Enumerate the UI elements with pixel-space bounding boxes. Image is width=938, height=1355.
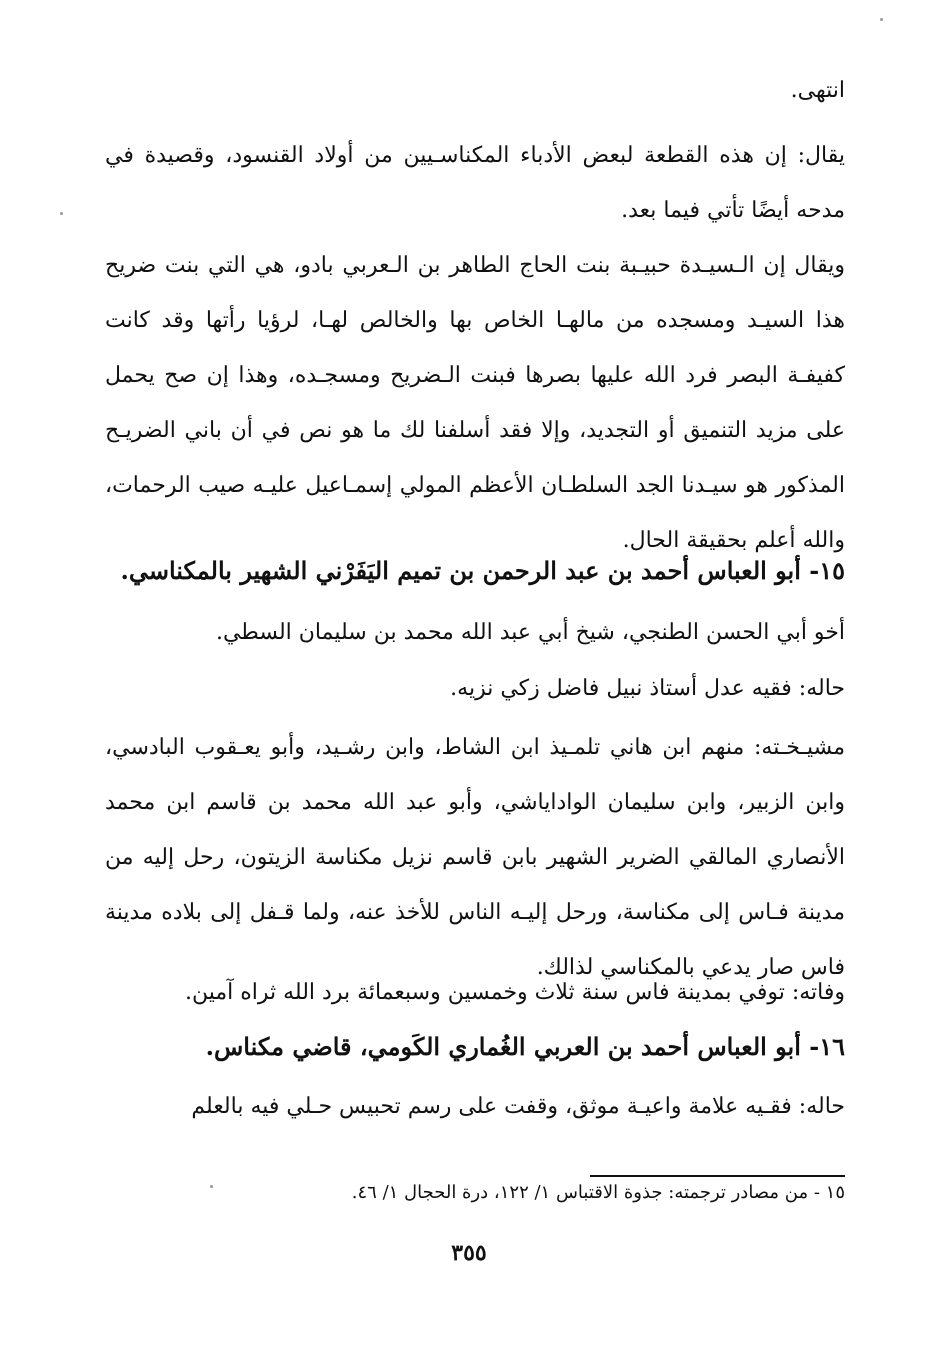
- paragraph-haluhu-16: حاله: فقـيه علامة واعيـة موثق، وقفت على رسم تحبيس حـلي فيه بالعلم: [191, 1094, 845, 1119]
- scan-speck: [60, 212, 63, 215]
- paragraph-intaha: انتهى.: [790, 78, 845, 103]
- scan-speck: [880, 18, 883, 21]
- paragraph-yuqal: يقال: إن هذه القطعة لبعض الأدباء المكناسـيين من أولاد القنسود، وقصيدة في مدحه أيضًا تأتي فيما بعد.: [105, 143, 845, 223]
- paragraph-wafatuhu: وفاته: توفي بمدينة فاس سنة ثلاث وخمسين وسبعمائة برد الله ثراه آمين.: [184, 980, 845, 1005]
- scan-speck: [210, 1185, 213, 1188]
- paragraph-wa-yuqal: ويقال إن الـسيـدة حبيـبة بنت الحاج الطاهر بن الـعربي بادو، هي التي بنت ضريح هذا السيـد ومسجده من مالهـا الخاص بها والخالص لهـا، لرؤيا رأتها وقد كانت كفيفـة البصر فرد الله عليها بصرها فبنت الـضريح ومسجـده، وهذا إن صح يحمل على مزيد التنميق أو التجديد، وإلا فقد أسلفنا لك ما هو نص في أن باني الضريـح المذكور هو سيـدنا الجد السلطـان الأعظم المولي إسمـاعيل عليـه صيب الرحمات، والله أعلم بحقيقة الحال.: [105, 253, 845, 553]
- paragraph-haluhu-15: حاله: فقيه عدل أستاذ نبيل فاضل زكي نزيه.: [450, 676, 845, 701]
- paragraph-akhu: أخو أبي الحسن الطنجي، شيخ أبي عبد الله محمد بن سليمان السطي.: [215, 620, 845, 645]
- heading-entry-16: ١٦- أبو العباس أحمد بن العربي الغُماري الكَومي، قاضي مكناس.: [205, 1032, 845, 1061]
- heading-entry-15: ١٥- أبو العباس أحمد بن عبد الرحمن بن تميم اليَفَرْني الشهير بالمكناسي.: [120, 556, 845, 585]
- footnote-divider: [590, 1175, 845, 1177]
- paragraph-mashyakha: مشيـخـته: منهم ابن هاني تلمـيذ ابن الشاط، وابن رشـيد، وأبو يعـقوب البادسي، وابن الزبير، وابن سليمان الواداياشي، وأبو عبد الله محمد بن قاسم ابن محمد الأنصاري المالقي الضرير الشهير بابن قاسم نزيل مكناسة الزيتون، رحل إليه من مدينة فـاس إلى مكناسة، ورحل إليـه الناس للأخذ عنه، ولما قـفل إلى بلاده مدينة فاس صار يدعي بالمكناسي لذالك.: [105, 735, 845, 980]
- footnote-15: ١٥ - من مصادر ترجمته: جذوة الاقتباس ١/ ١٢٢، درة الحجال ١/ ٤٦.: [351, 1182, 845, 1203]
- page-number: ٣٥٥: [451, 1240, 487, 1266]
